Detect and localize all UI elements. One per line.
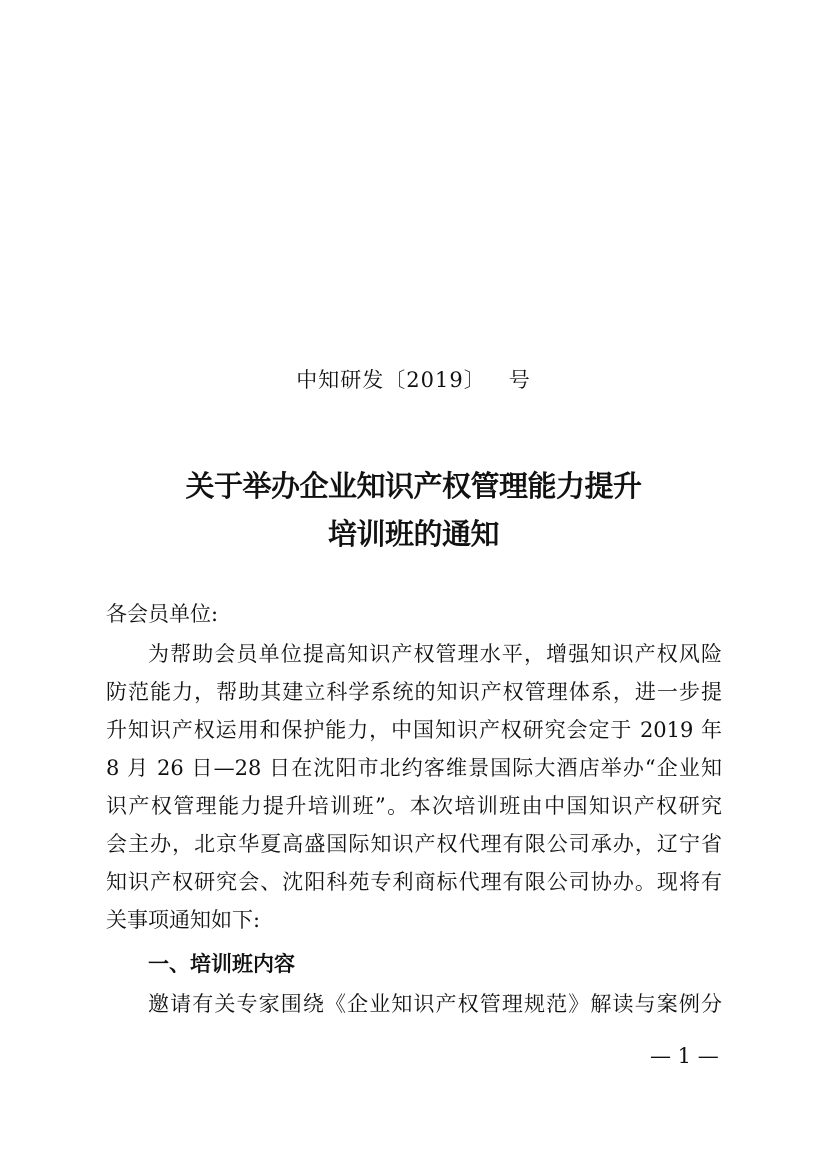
body-line-5: 识产权管理能力提升培训班”。本次培训班由中国知识产权研究 <box>106 794 722 818</box>
section-heading-training-content: 一、培训班内容 <box>148 952 295 976</box>
body-line-7: 知识产权研究会、沈阳科苑专利商标代理有限公司协办。现将有 <box>106 870 722 894</box>
section-body-line-1: 邀请有关专家围绕《企业知识产权管理规范》解读与案例分 <box>148 992 722 1016</box>
page-number: — 1 — <box>650 1044 719 1068</box>
document-number: 中知研发〔2019〕 号 <box>296 368 531 392</box>
body-line-8: 关事项通知如下: <box>106 908 261 932</box>
salutation: 各会员单位: <box>106 602 219 626</box>
document-title-line-2: 培训班的通知 <box>327 517 499 551</box>
document-title-line-1: 关于举办企业知识产权管理能力提升 <box>185 469 642 503</box>
body-line-1: 为帮助会员单位提高知识产权管理水平，增强知识产权风险 <box>148 642 722 666</box>
body-line-3: 升知识产权运用和保护能力，中国知识产权研究会定于 2019 年 <box>106 718 722 742</box>
body-line-4: 8 月 26 日—28 日在沈阳市北约客维景国际大酒店举办“企业知 <box>106 756 722 780</box>
body-line-6: 会主办，北京华夏高盛国际知识产权代理有限公司承办，辽宁省 <box>106 832 722 856</box>
body-line-2: 防范能力，帮助其建立科学系统的知识产权管理体系，进一步提 <box>106 680 722 704</box>
